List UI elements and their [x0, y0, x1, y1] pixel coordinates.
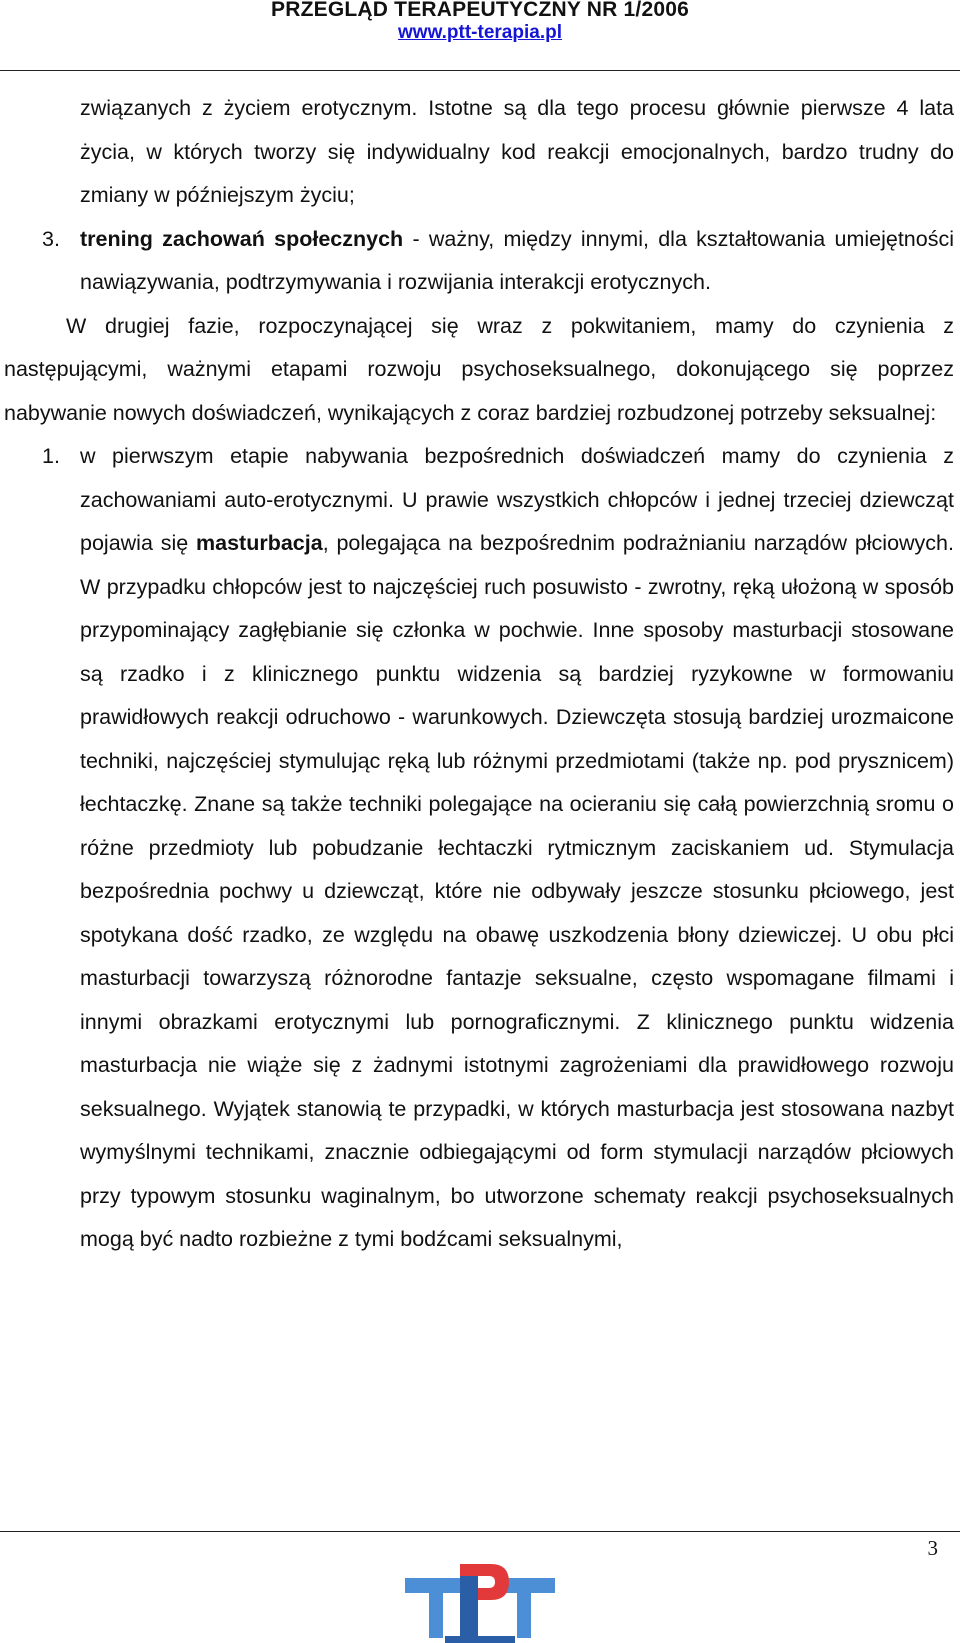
list-number: 3. [42, 226, 60, 251]
logo-base [445, 1636, 515, 1643]
journal-title: PRZEGLĄD TERAPEUTYCZNY NR 1/2006 [271, 0, 689, 21]
page-number: 3 [927, 1536, 938, 1560]
list-item-text: - ważny, między innymi, dla kształtowania umiejętności nawiązywania, podtrzymywania i rozwijania interakcji erotycznych. [80, 226, 955, 294]
list-item-3 [0, 218, 954, 305]
header-divider [0, 70, 960, 71]
journal-url-link[interactable]: www.ptt-terapia.pl [398, 22, 562, 43]
list-number: 1. [42, 444, 60, 468]
continuation-text: związanych z życiem erotycznym. Istotne są dla tego procesu głównie pierwsze 4 lata życia, w których tworzy się indywidualny kod reakcji emocjonalnych, bardzo trudny do zmiany w późniejszym życiu; [80, 96, 954, 207]
logo-p-stem [460, 1566, 478, 1638]
list-item-text-continued: , polegająca na bezpośrednim podrażnianiu narządów płciowych. W przypadku chłopców jest to najczęściej ruch posuwisto - zwrotny, ręką ułożoną w sposób przypominający zagłębianie się członka w pochwie. Inne sposoby masturbacji stosowane są rzadko i z klinicznego punktu widzenia są bardziej ryzykowne w formowaniu prawidłowych reakcji odruchowo - warunkowych. Dziewczęta stosują bardziej urozmaicone techniki, najczęściej stymulując ręką lub różnymi przedmiotami (także np. pod prysznicem) łechtaczkę. Znane są także techniki polegające na ocieraniu się całą powierzchnią sromu o różne przedmioty lub pobudzanie łechtaczki rytmicznym zaciskaniem ud. Stymulacja bezpośrednia pochwy u dziewcząt, które nie odbywały jeszcze stosunku płciowego, jest spotykana dość rzadko, ze względu na obawę uszkodzenia błony dziewiczej. U obu płci masturbacji towarzyszą różnorodne fantazje seksualne, często wspomagane filmami i innymi obrazkami erotycznymi lub pornograficznymi. Z klinicznego punktu widzenia masturbacja nie wiąże się z żadnymi istotnymi zagrożeniami dla prawidłowego rozwoju seksualnego. Wyjątek stanowią te przypadki, w których masturbacja jest stosowana nazbyt wymyślnymi technikami, znacznie odbiegającymi od form stymulacji narządów płciowych przy typowym stosunku waginalnym, bo utworzone schematy reakcji psychoseksualnych mogą być nadto rozbieżne z tymi bodźcami seksualnymi, [80, 531, 954, 1251]
logo-left-t-stem [429, 1590, 443, 1638]
body-paragraph: W drugiej fazie, rozpoczynającej się wraz z pokwitaniem, mamy do czynienia z następującymi, ważnymi etapami rozwoju psychoseksualnego, dokonującego się poprzez nabywanie nowych doświadczeń, wynikających z coraz bardziej rozbudzonej potrzeby seksualnej: [4, 313, 954, 425]
list-item-text: w pierwszym etapie nabywania bezpośrednich doświadczeń mamy do czynienia z zachowaniami auto-erotycznymi. U prawie wszystkich chłopców i jednej trzeciej dziewcząt pojawia się [80, 444, 954, 555]
article-body [0, 87, 954, 1262]
list-item-1 [0, 435, 954, 1262]
bold-term: masturbacja [196, 531, 323, 555]
logo-right-t-stem [517, 1590, 531, 1638]
bold-term: trening zachowań społecznych [80, 226, 404, 251]
ptt-logo-icon [405, 1560, 555, 1643]
footer-divider [0, 1531, 960, 1532]
